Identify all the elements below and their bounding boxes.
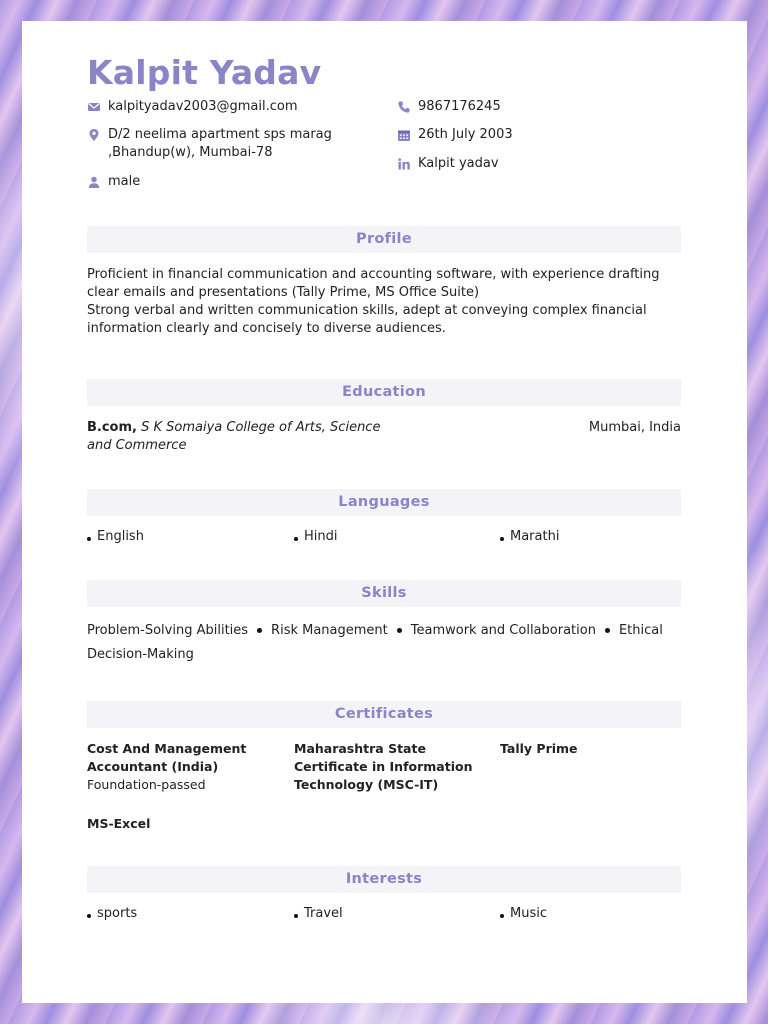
language-item xyxy=(294,528,338,546)
bullet-icon xyxy=(87,537,91,541)
section-header-languages: Languages xyxy=(87,489,681,516)
skill-item: Risk Management xyxy=(271,623,388,638)
bullet-icon xyxy=(294,537,298,541)
profile-text xyxy=(87,266,681,338)
section-header-education: Education xyxy=(87,379,681,406)
linkedin-text[interactable]: Kalpit yadav xyxy=(418,156,499,171)
education-college: S K Somaiya College of Arts, Science and Commerce xyxy=(87,420,381,453)
person-icon xyxy=(87,175,101,189)
certificate-item xyxy=(500,740,680,758)
interest-label: Travel xyxy=(304,906,343,921)
language-label: English xyxy=(97,529,144,544)
interest-label: sports xyxy=(97,906,138,921)
profile-line-1: Proficient in financial communication and accounting software, with experience drafting clear emails and presentations (Tally Prime, MS Office Suite) xyxy=(87,267,660,300)
language-item xyxy=(87,528,144,546)
dob-text: 26th July 2003 xyxy=(418,127,513,142)
language-label: Marathi xyxy=(510,529,560,544)
phone-row xyxy=(397,98,657,116)
education-location: Mumbai, India xyxy=(588,420,681,435)
gender-row xyxy=(87,173,347,191)
section-header-profile: Profile xyxy=(87,226,681,253)
certificate-item xyxy=(87,740,267,794)
section-header-interests: Interests xyxy=(87,866,681,893)
certificate-title: MS-Excel xyxy=(87,816,151,831)
education-degree: B.com, xyxy=(87,420,137,435)
interest-item xyxy=(87,905,137,923)
section-header-skills: Skills xyxy=(87,580,681,607)
profile-line-2: Strong verbal and written communication skills, adept at conveying complex financial information clearly and concisely to diverse audiences. xyxy=(87,303,647,336)
bullet-icon xyxy=(87,914,91,918)
interest-label: Music xyxy=(510,906,547,921)
location-pin-icon xyxy=(87,128,101,142)
skill-item: Problem-Solving Abilities xyxy=(87,623,249,638)
candidate-name: Kalpit Yadav xyxy=(87,53,322,92)
gender-text: male xyxy=(108,174,141,189)
certificate-item xyxy=(87,815,267,833)
email-text[interactable]: kalpityadav2003@gmail.com xyxy=(108,99,298,114)
section-header-certificates: Certificates xyxy=(87,701,681,728)
certificate-note: Foundation-passed xyxy=(87,777,206,792)
resume-page xyxy=(22,21,747,1003)
bullet-icon xyxy=(397,628,402,633)
skill-item: Teamwork and Collaboration xyxy=(410,623,596,638)
interest-item xyxy=(500,905,547,923)
certificate-title: Tally Prime xyxy=(500,741,578,756)
certificate-item xyxy=(294,740,474,794)
phone-icon xyxy=(397,100,411,114)
skills-list xyxy=(87,619,681,667)
bullet-icon xyxy=(500,914,504,918)
bullet-icon xyxy=(294,914,298,918)
education-entry xyxy=(87,419,407,455)
language-label: Hindi xyxy=(304,529,338,544)
linkedin-row xyxy=(397,155,657,173)
language-item xyxy=(500,528,559,546)
certificate-title: Cost And Management Accountant (India) xyxy=(87,741,247,774)
calendar-icon xyxy=(397,128,411,142)
dob-row xyxy=(397,126,657,144)
phone-text[interactable]: 9867176245 xyxy=(418,99,501,114)
skill-item: Ethical Decision-Making xyxy=(87,623,663,662)
bullet-icon xyxy=(257,628,262,633)
bullet-icon xyxy=(500,537,504,541)
address-row xyxy=(87,126,347,162)
email-row xyxy=(87,98,347,116)
address-text: D/2 neelima apartment sps marag ,Bhandup(w), Mumbai-78 xyxy=(108,127,332,160)
certificate-title: Maharashtra State Certificate in Information Technology (MSC-IT) xyxy=(294,741,473,792)
email-icon xyxy=(87,100,101,114)
interest-item xyxy=(294,905,343,923)
linkedin-icon xyxy=(397,157,411,171)
bullet-icon xyxy=(605,628,610,633)
